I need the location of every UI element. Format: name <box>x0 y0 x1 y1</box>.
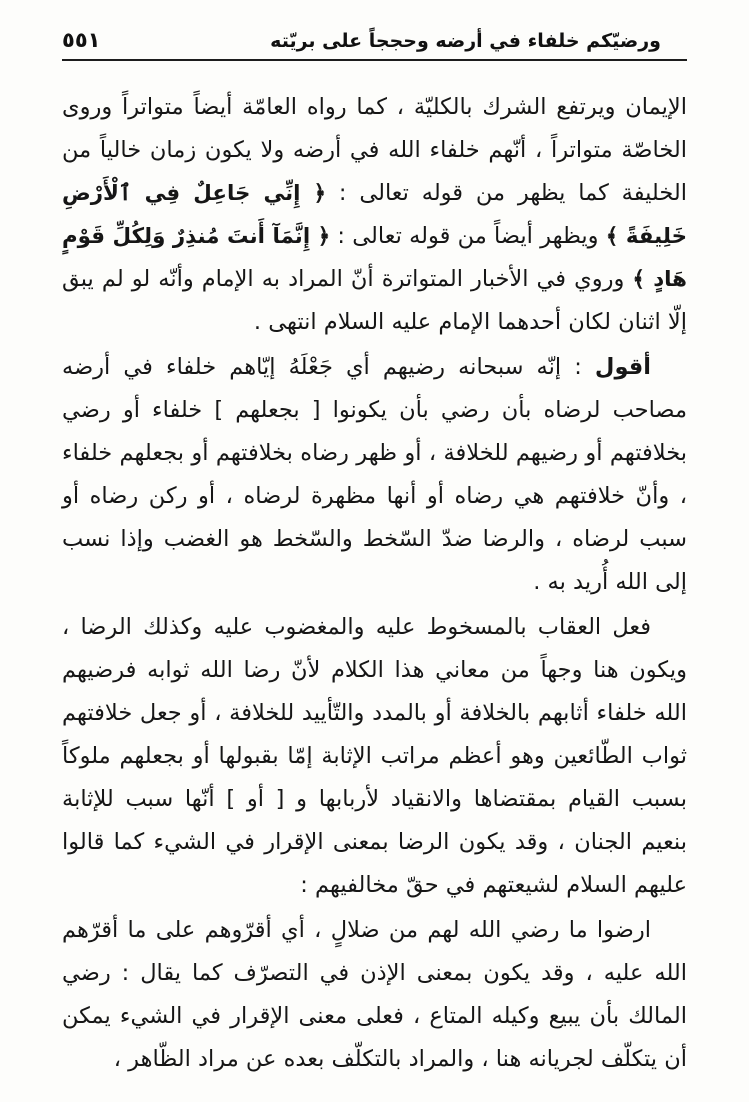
text-segment: : إنّه سبحانه رضيهم أي جَعْلَهُ إيّاهم خلفاء في أرضه مصاحب لرضاه بأن رضي بأن يكونوا [ بجعلهم ] خلفاء أو رضي بخلافتهم أو رضيهم للخلافة ، أو ظهر رضاه بخلافتهم أو بجعلهم خلفاء ، وأنّ خلافتهم هي رضاه أو أنها مظهرة لرضاه ، أو ركن رضاه أو سبب لرضاه ، والرضا ضدّ السّخط والسّخط هو الغضب وإذا نسب إلى الله أُريد به . <box>62 354 687 595</box>
header-divider <box>62 59 687 61</box>
paragraph-1 <box>62 86 687 344</box>
paragraph-3 <box>62 606 687 907</box>
quran-verse: ﴿ إِنَّمَآ أَنتَ مُنذِرٌ وَلِكُلِّ قَوْمٍ هَادٍ ﴾ <box>62 224 687 292</box>
text-segment: أقول <box>594 354 651 380</box>
page-number: ٥٥١ <box>62 28 101 52</box>
quran-verse: ﴿ إِنِّي جَاعِلٌ فِي ٱلْأَرْضِ خَلِيفَةً ﴾ <box>62 181 687 249</box>
paragraph-2 <box>62 346 687 604</box>
text-segment: ويظهر أيضاً من قوله تعالى : <box>330 223 606 249</box>
running-header <box>62 28 687 52</box>
paragraph-4 <box>62 909 687 1081</box>
text-segment: ارضوا ما رضي الله لهم من ضلالٍ ، أي أقرّوهم على ما أقرّهم الله عليه ، وقد يكون بمعنى الإذن في التصرّف كما يقال : رضي المالك بأن يبيع وكيله المتاع ، فعلى معنى الإقرار في الشيء يمكن أن يتكلّف لجريانه هنا ، والمراد بالتكلّف بعده عن مراد الظّاهر ، <box>62 917 687 1072</box>
chapter-heading: ورضيّكم خلفاء في أرضه وحججاً على بريّته <box>270 30 661 52</box>
text-segment: وروي في الأخبار المتواترة أنّ المراد به الإمام وأنّه لو لم يبق إلّا اثنان لكان أحدهما الإمام عليه السلام انتهى . <box>62 266 687 335</box>
text-segment: الإيمان ويرتفع الشرك بالكليّة ، كما رواه العامّة أيضاً متواتراً وروى الخاصّة متواتراً ، أنّهم خلفاء الله في أرضه ولا يكون زمان خالياً من الخليفة كما يظهر من قوله تعالى : <box>62 94 687 206</box>
page-body <box>62 86 687 1081</box>
text-segment: فعل العقاب بالمسخوط عليه والمغضوب عليه وكذلك الرضا ، ويكون هنا وجهاً من معاني هذا الكلام لأنّ رضا الله ثوابه فرضيهم الله خلفاء أثابهم بالخلافة أو بالمدد والتّأييد للخلافة ، أو جعل خلافتهم ثواب الطّائعين وهو أعظم مراتب الإثابة إمّا بقبولها أو بجعلهم ملوكاً بسبب القيام بمقتضاها والانقياد لأربابها و [ أو ] أنّها سبب للإثابة بنعيم الجنان ، وقد يكون الرضا بمعنى الإقرار في الشيء كما قالوا عليهم السلام لشيعتهم في حقّ مخالفيهم : <box>62 614 687 898</box>
